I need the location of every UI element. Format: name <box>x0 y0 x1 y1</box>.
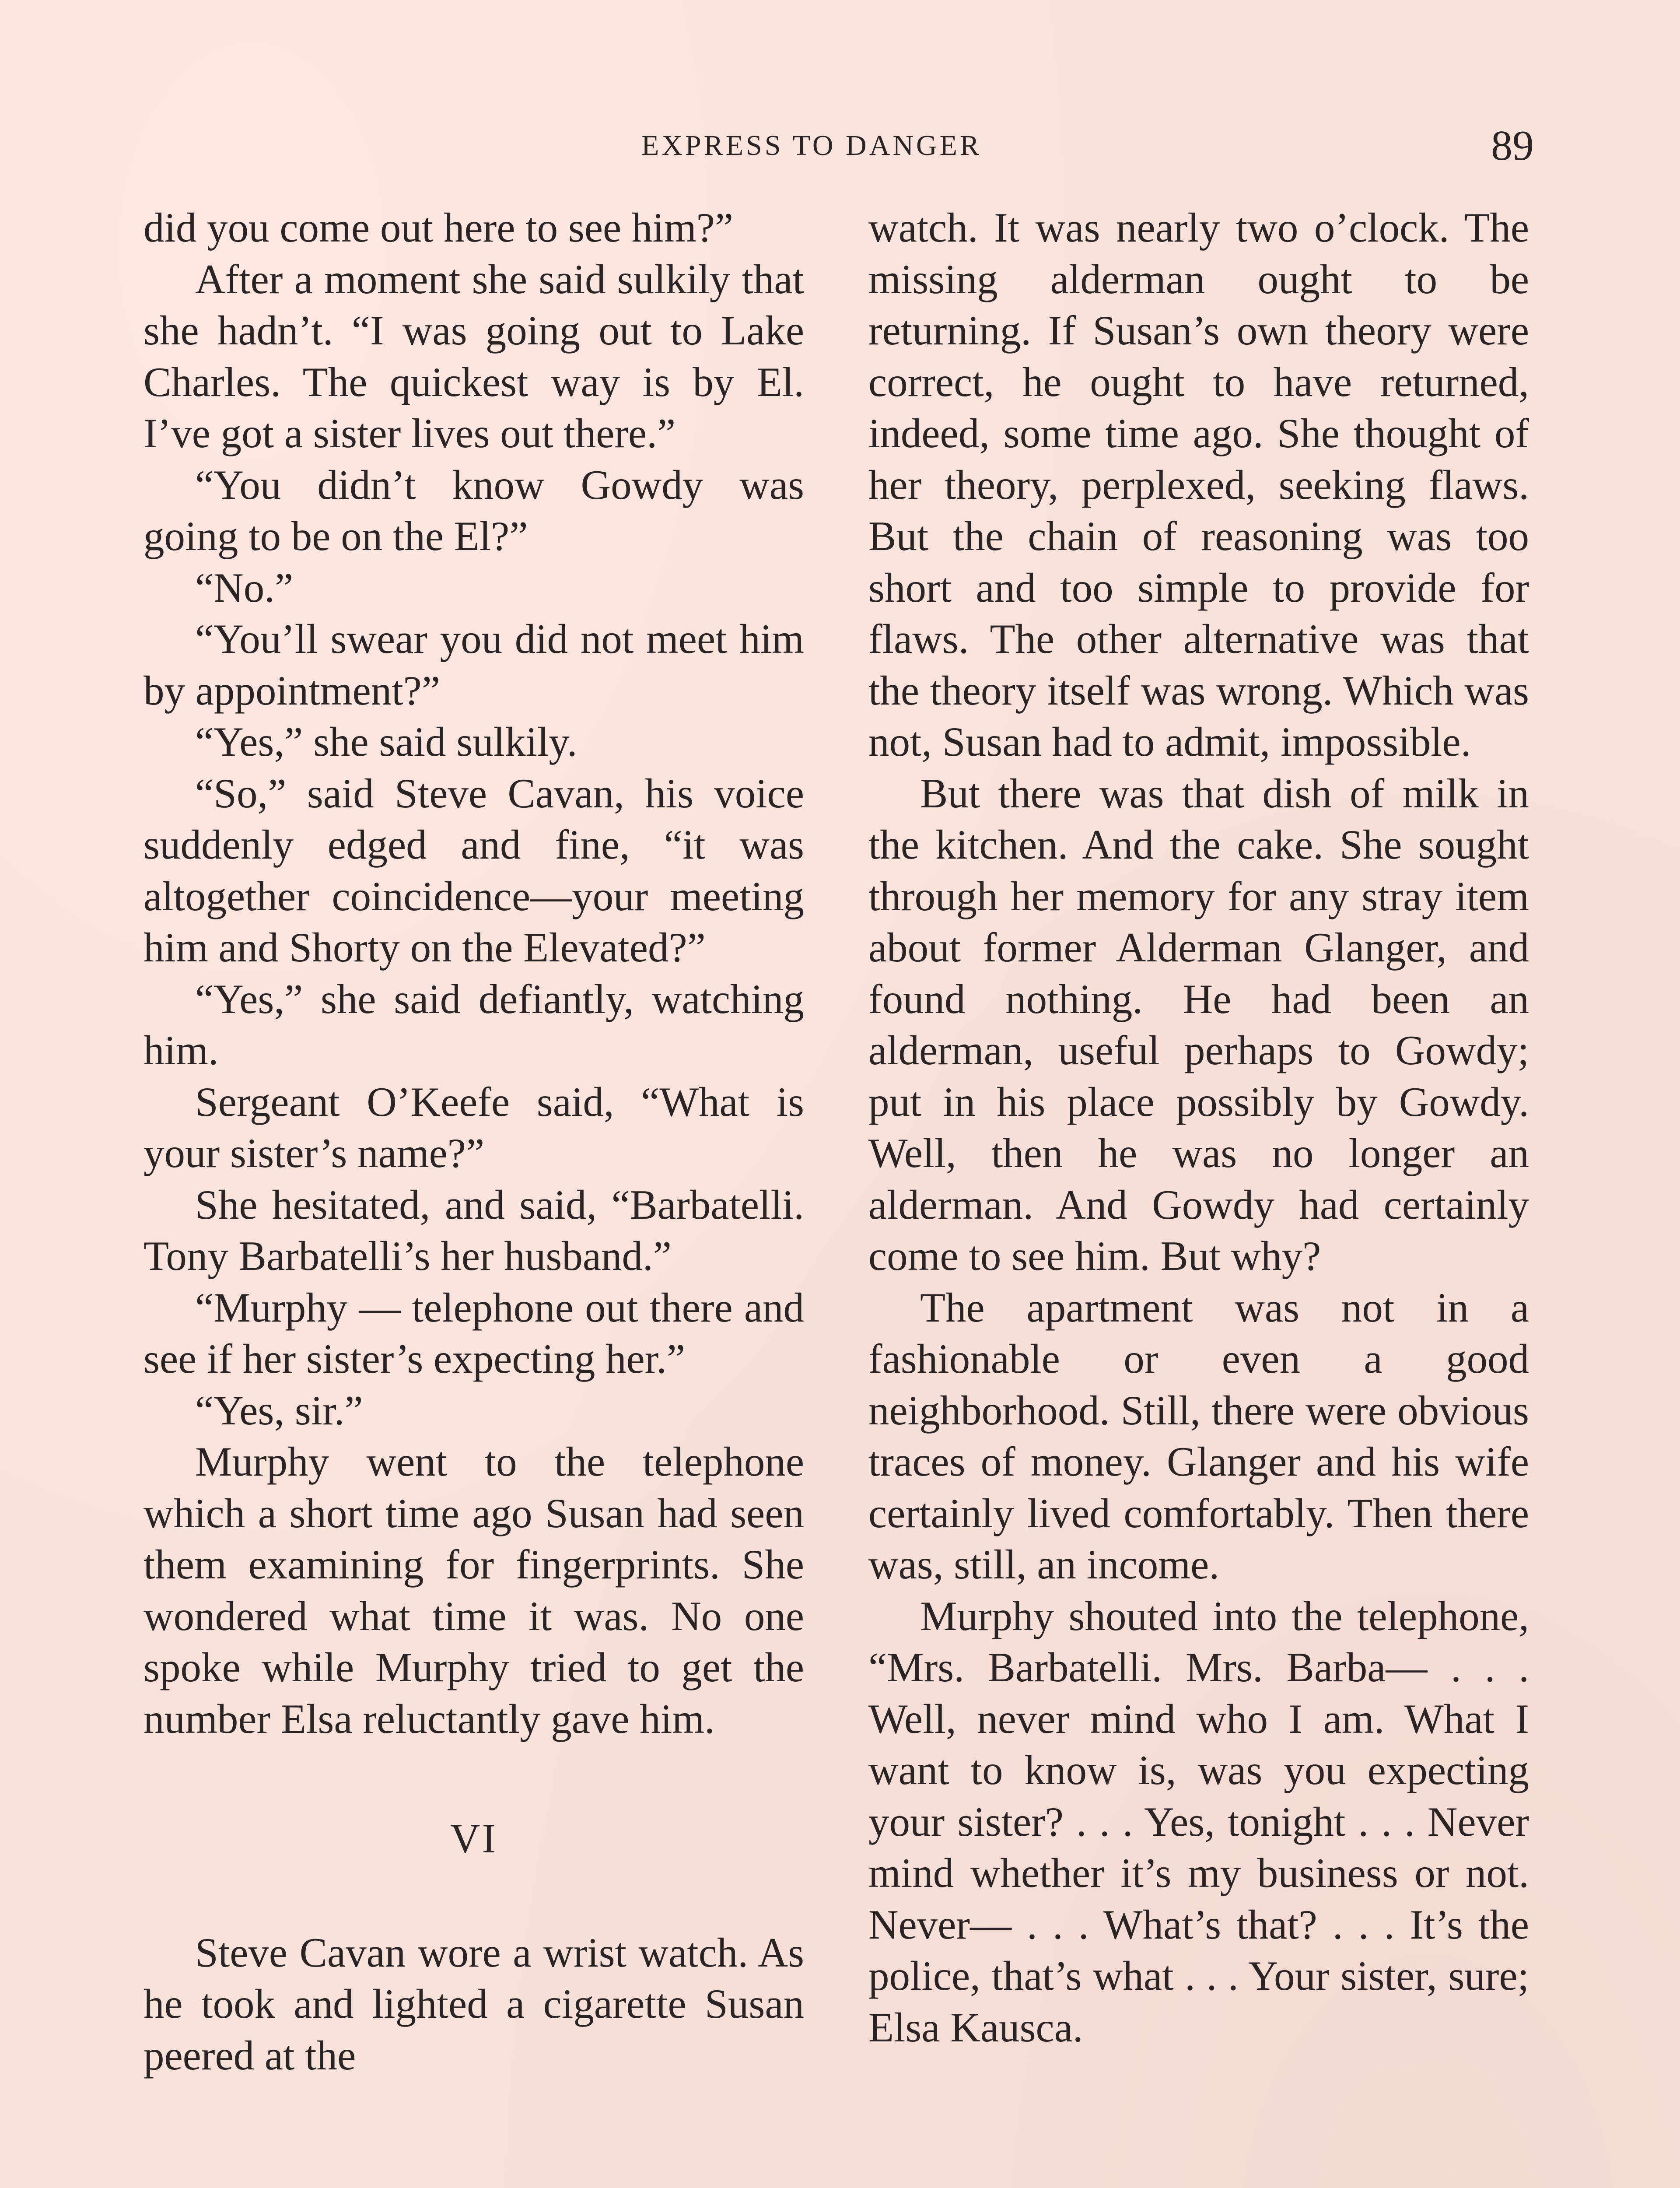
paragraph: “Yes, sir.” <box>195 1387 363 1434</box>
paragraph: “You didn’t know Gowdy was going to be on the El?” <box>144 461 804 559</box>
paragraph: “No.” <box>195 564 294 611</box>
paragraph: watch. It was nearly two o’clock. The missing alderman ought to be returning. If Susan’s own theory were correct, he ought to have returned, indeed, some time ago. She thought of her theory, perplexed, seeking flaws. But the chain of reasoning was too short and too simple to provide for flaws. The other alternative was that the theory itself was wrong. Which was not, Susan had to admit, impossible. <box>868 204 1529 765</box>
left-column <box>144 202 804 2081</box>
paragraph: Murphy shouted into the telephone, “Mrs. Barbatelli. Mrs. Barba— . . . Well, never mind who I am. What I want to know is, was you expecting your sister? . . . Yes, tonight . . . Never mind whether it’s my business or not. Never— . . . What’s that? . . . It’s the police, that’s what . . . Your sister, sure; Elsa Kausca. <box>868 1592 1529 2051</box>
paragraph: Murphy went to the telephone which a short time ago Susan had seen them examining for fingerprints. She wondered what time it was. No one spoke while Murphy tried to get the number Elsa reluctantly gave him. <box>144 1438 804 1742</box>
chapter-heading: VI <box>450 1815 498 1862</box>
paragraph: She hesitated, and said, “Barbatelli. Tony Barbatelli’s her husband.” <box>144 1181 804 1279</box>
paragraph: “Yes,” she said sulkily. <box>195 719 578 765</box>
paragraph: “Yes,” she said defiantly, watching him. <box>144 975 804 1073</box>
paragraph: “Murphy — telephone out there and see if her sister’s expecting her.” <box>144 1284 804 1382</box>
paragraph: “So,” said Steve Cavan, his voice suddenly edged and fine, “it was altogether coincidence—your meeting him and Shorty on the Elevated?” <box>144 770 804 971</box>
running-title: EXPRESS TO DANGER <box>641 130 982 161</box>
paragraph: The apartment was not in a fashionable or even a good neighborhood. Still, there were obvious traces of money. Glanger and his wife certainly lived comfortably. Then there was, still, an income. <box>868 1284 1529 1588</box>
paragraph: did you come out here to see him?” <box>144 204 734 251</box>
paragraph: But there was that dish of milk in the kitchen. And the cake. She sought through her memory for any stray item about former Alderman Glanger, and found nothing. He had been an alderman, useful perhaps to Gowdy; put in his place possibly by Gowdy. Well, then he was no longer an alderman. And Gowdy had certainly come to see him. But why? <box>868 770 1529 1279</box>
paragraph: After a moment she said sulkily that she hadn’t. “I was going out to Lake Charles. The quickest way is by El. I’ve got a sister lives out there.” <box>144 256 804 456</box>
page-number: 89 <box>1491 122 1534 169</box>
paragraph: Steve Cavan wore a wrist watch. As he took and lighted a cigarette Susan peered at the <box>144 1929 804 2079</box>
right-column <box>868 202 1529 2053</box>
paragraph: Sergeant O’Keefe said, “What is your sister’s name?” <box>144 1078 804 1176</box>
paragraph: “You’ll swear you did not meet him by appointment?” <box>144 616 804 714</box>
